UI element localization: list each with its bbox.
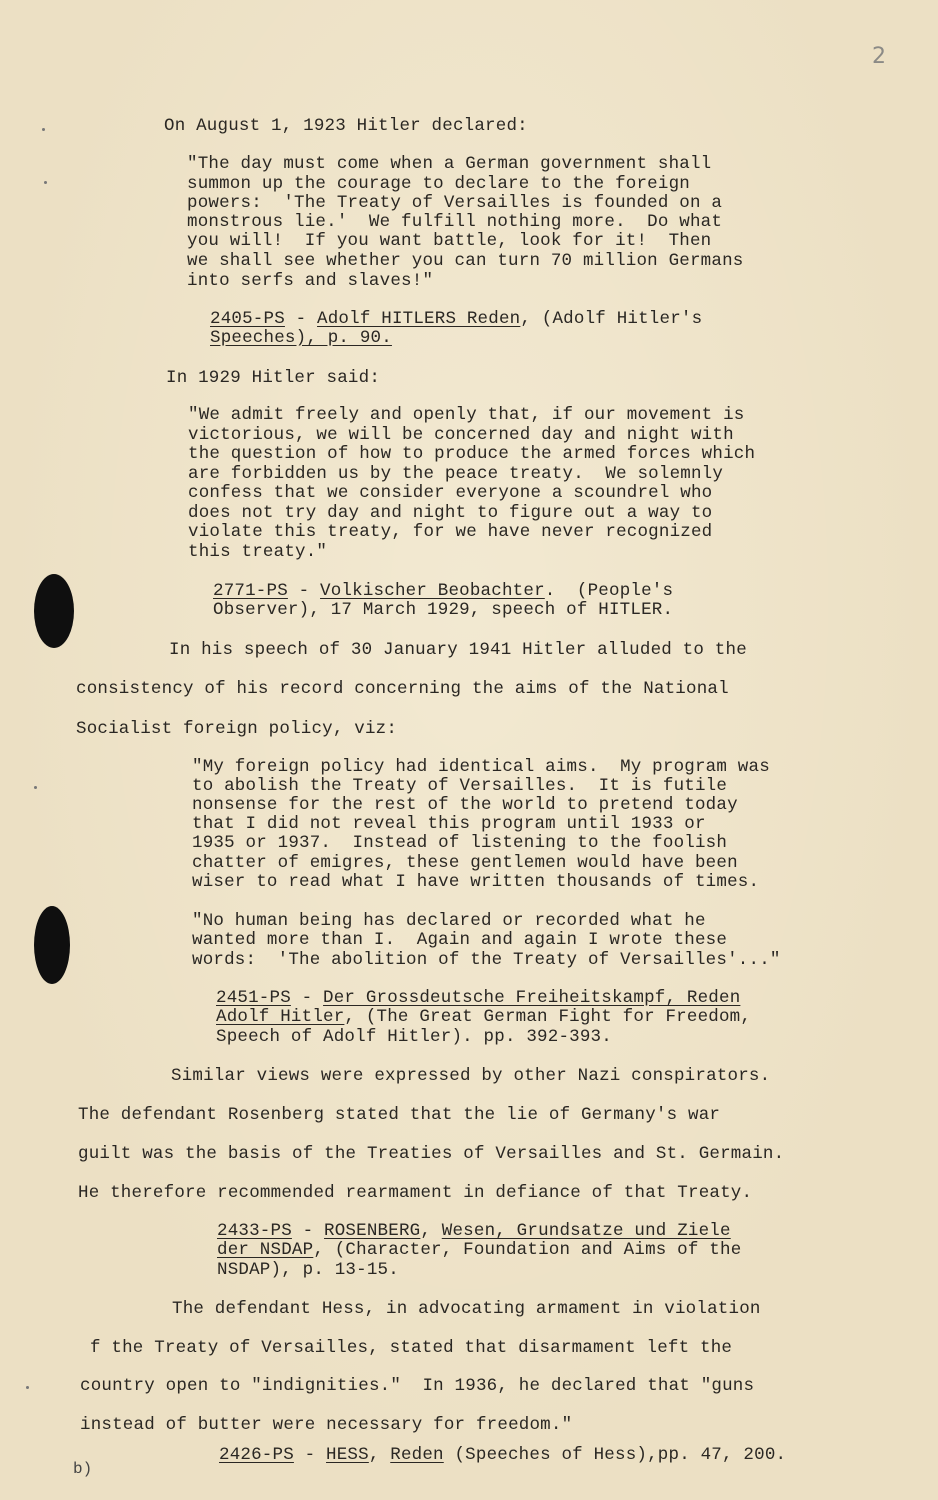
citation-2433-ps: [217, 1222, 731, 1242]
citation-title: Reden: [390, 1445, 444, 1465]
quote-line: does not try day and night to figure out a way to: [188, 503, 713, 523]
citation-ref: 2451-PS: [216, 988, 291, 1008]
speck: [42, 128, 45, 131]
paragraph-line: consistency of his record concerning the aims of the National: [76, 679, 729, 699]
paragraph-line: The defendant Rosenberg stated that the lie of Germany's war: [78, 1105, 721, 1125]
paragraph-intro-1929: In 1929 Hitler said:: [166, 368, 381, 388]
paragraph-line: country open to "indignities." In 1936, he declared that "guns: [80, 1376, 755, 1396]
citation-ref: 2426-PS: [219, 1445, 294, 1465]
quote-line: this treaty.": [188, 542, 328, 562]
quote-line: chatter of emigres, these gentlemen would have been: [192, 853, 738, 873]
quote-line: wanted more than I. Again and again I wrote these: [192, 930, 728, 950]
citation-ref: 2771-PS: [213, 581, 288, 601]
quote-line: "We admit freely and openly that, if our movement is: [188, 405, 745, 425]
citation-line: Speeches), p. 90.: [210, 328, 392, 348]
quote-line: wiser to read what I have written thousands of times.: [192, 872, 760, 892]
quote-line: violate this treaty, for we have never recognized: [188, 522, 713, 542]
quote-line: the question of how to produce the armed forces which: [188, 444, 756, 464]
citation-rest: . (People's: [544, 581, 674, 601]
paragraph-line: instead of butter were necessary for freedom.": [80, 1415, 573, 1435]
citation-sep: -: [290, 988, 324, 1008]
citation-title-cont: der NSDAP: [217, 1240, 314, 1260]
citation-sep: -: [287, 581, 321, 601]
quote-line: we shall see whether you can turn 70 million Germans: [187, 251, 744, 271]
citation-line: Speech of Adolf Hitler). pp. 392-393.: [216, 1027, 612, 1047]
corner-mark: b): [73, 1460, 93, 1478]
citation-2451-ps: [216, 989, 740, 1009]
quote-line: that I did not reveal this program until 1933 or: [192, 814, 706, 834]
quote-line: "The day must come when a German government shall: [187, 154, 712, 174]
paragraph-line: Similar views were expressed by other Nazi conspirators.: [171, 1066, 771, 1086]
citation-line: NSDAP), p. 13-15.: [217, 1260, 399, 1280]
quote-line: victorious, we will be concerned day and night with: [188, 425, 734, 445]
paragraph-intro-1923: On August 1, 1923 Hitler declared:: [164, 116, 528, 136]
citation-rest: , (Adolf Hitler's: [520, 309, 703, 329]
citation-title: Wesen, Grundsatze und Ziele: [441, 1221, 731, 1241]
quote-line: nonsense for the rest of the world to pretend today: [192, 795, 738, 815]
citation-rest: (Speeches of Hess),pp. 47, 200.: [443, 1445, 787, 1465]
punch-hole-top: [34, 574, 74, 648]
citation-comma: ,: [368, 1445, 391, 1465]
citation-ref: 2433-PS: [217, 1221, 292, 1241]
speck: [26, 1386, 29, 1389]
quote-line: summon up the courage to declare to the foreign: [187, 174, 690, 194]
citation-sep: -: [291, 1221, 325, 1241]
speck: [44, 181, 47, 184]
paragraph-line: He therefore recommended rearmament in defiance of that Treaty.: [78, 1183, 753, 1203]
citation-title: Volkischer Beobachter: [320, 581, 545, 601]
citation-line: [217, 1241, 741, 1261]
quote-line: "No human being has declared or recorded what he: [192, 911, 706, 931]
quote-line: are forbidden us by the peace treaty. We solemnly: [188, 464, 724, 484]
paragraph-line: Socialist foreign policy, viz:: [76, 719, 398, 739]
quote-line: 1935 or 1937. Instead of listening to the foolish: [192, 833, 728, 853]
citation-comma: ,: [420, 1221, 442, 1241]
quote-line: words: 'The abolition of the Treaty of Versailles'...": [192, 950, 781, 970]
citation-title-cont: Adolf Hitler: [216, 1007, 345, 1027]
citation-line: Observer), 17 March 1929, speech of HITLER.: [213, 600, 674, 620]
citation-rest: , (Character, Foundation and Aims of the: [313, 1240, 742, 1260]
page-number: 2: [872, 44, 886, 69]
citation-sep: -: [284, 309, 318, 329]
quote-line: powers: 'The Treaty of Versailles is founded on a: [187, 193, 723, 213]
quote-line: monstrous lie.' We fulfill nothing more. Do what: [187, 212, 723, 232]
citation-author: HESS: [326, 1445, 369, 1465]
paragraph-line: guilt was the basis of the Treaties of Versailles and St. Germain.: [78, 1144, 785, 1164]
punch-hole-bottom: [34, 906, 70, 984]
quote-line: to abolish the Treaty of Versailles. It is futile: [192, 776, 728, 796]
citation-title: Der Grossdeutsche Freiheitskampf, Reden: [323, 988, 741, 1008]
citation-2405-ps: [210, 310, 702, 330]
paragraph-line: The defendant Hess, in advocating armament in violation: [172, 1299, 761, 1319]
quote-line: confess that we consider everyone a scoundrel who: [188, 483, 713, 503]
citation-sep: -: [293, 1445, 327, 1465]
citation-line: [216, 1008, 751, 1028]
speck: [34, 786, 37, 789]
quote-line: "My foreign policy had identical aims. My program was: [192, 757, 770, 777]
citation-ref: 2405-PS: [210, 309, 285, 329]
quote-line: into serfs and slaves!": [187, 271, 434, 291]
citation-2771-ps: [213, 582, 673, 602]
citation-title: Adolf HITLERS Reden: [317, 309, 521, 329]
quote-line: you will! If you want battle, look for it! Then: [187, 231, 712, 251]
citation-rest: , (The Great German Fight for Freedom,: [344, 1007, 752, 1027]
citation-author: ROSENBERG: [324, 1221, 421, 1241]
citation-2426-ps: [219, 1446, 786, 1466]
paragraph-line: In his speech of 30 January 1941 Hitler alluded to the: [169, 640, 747, 660]
paragraph-line: f the Treaty of Versailles, stated that disarmament left the: [90, 1338, 733, 1358]
